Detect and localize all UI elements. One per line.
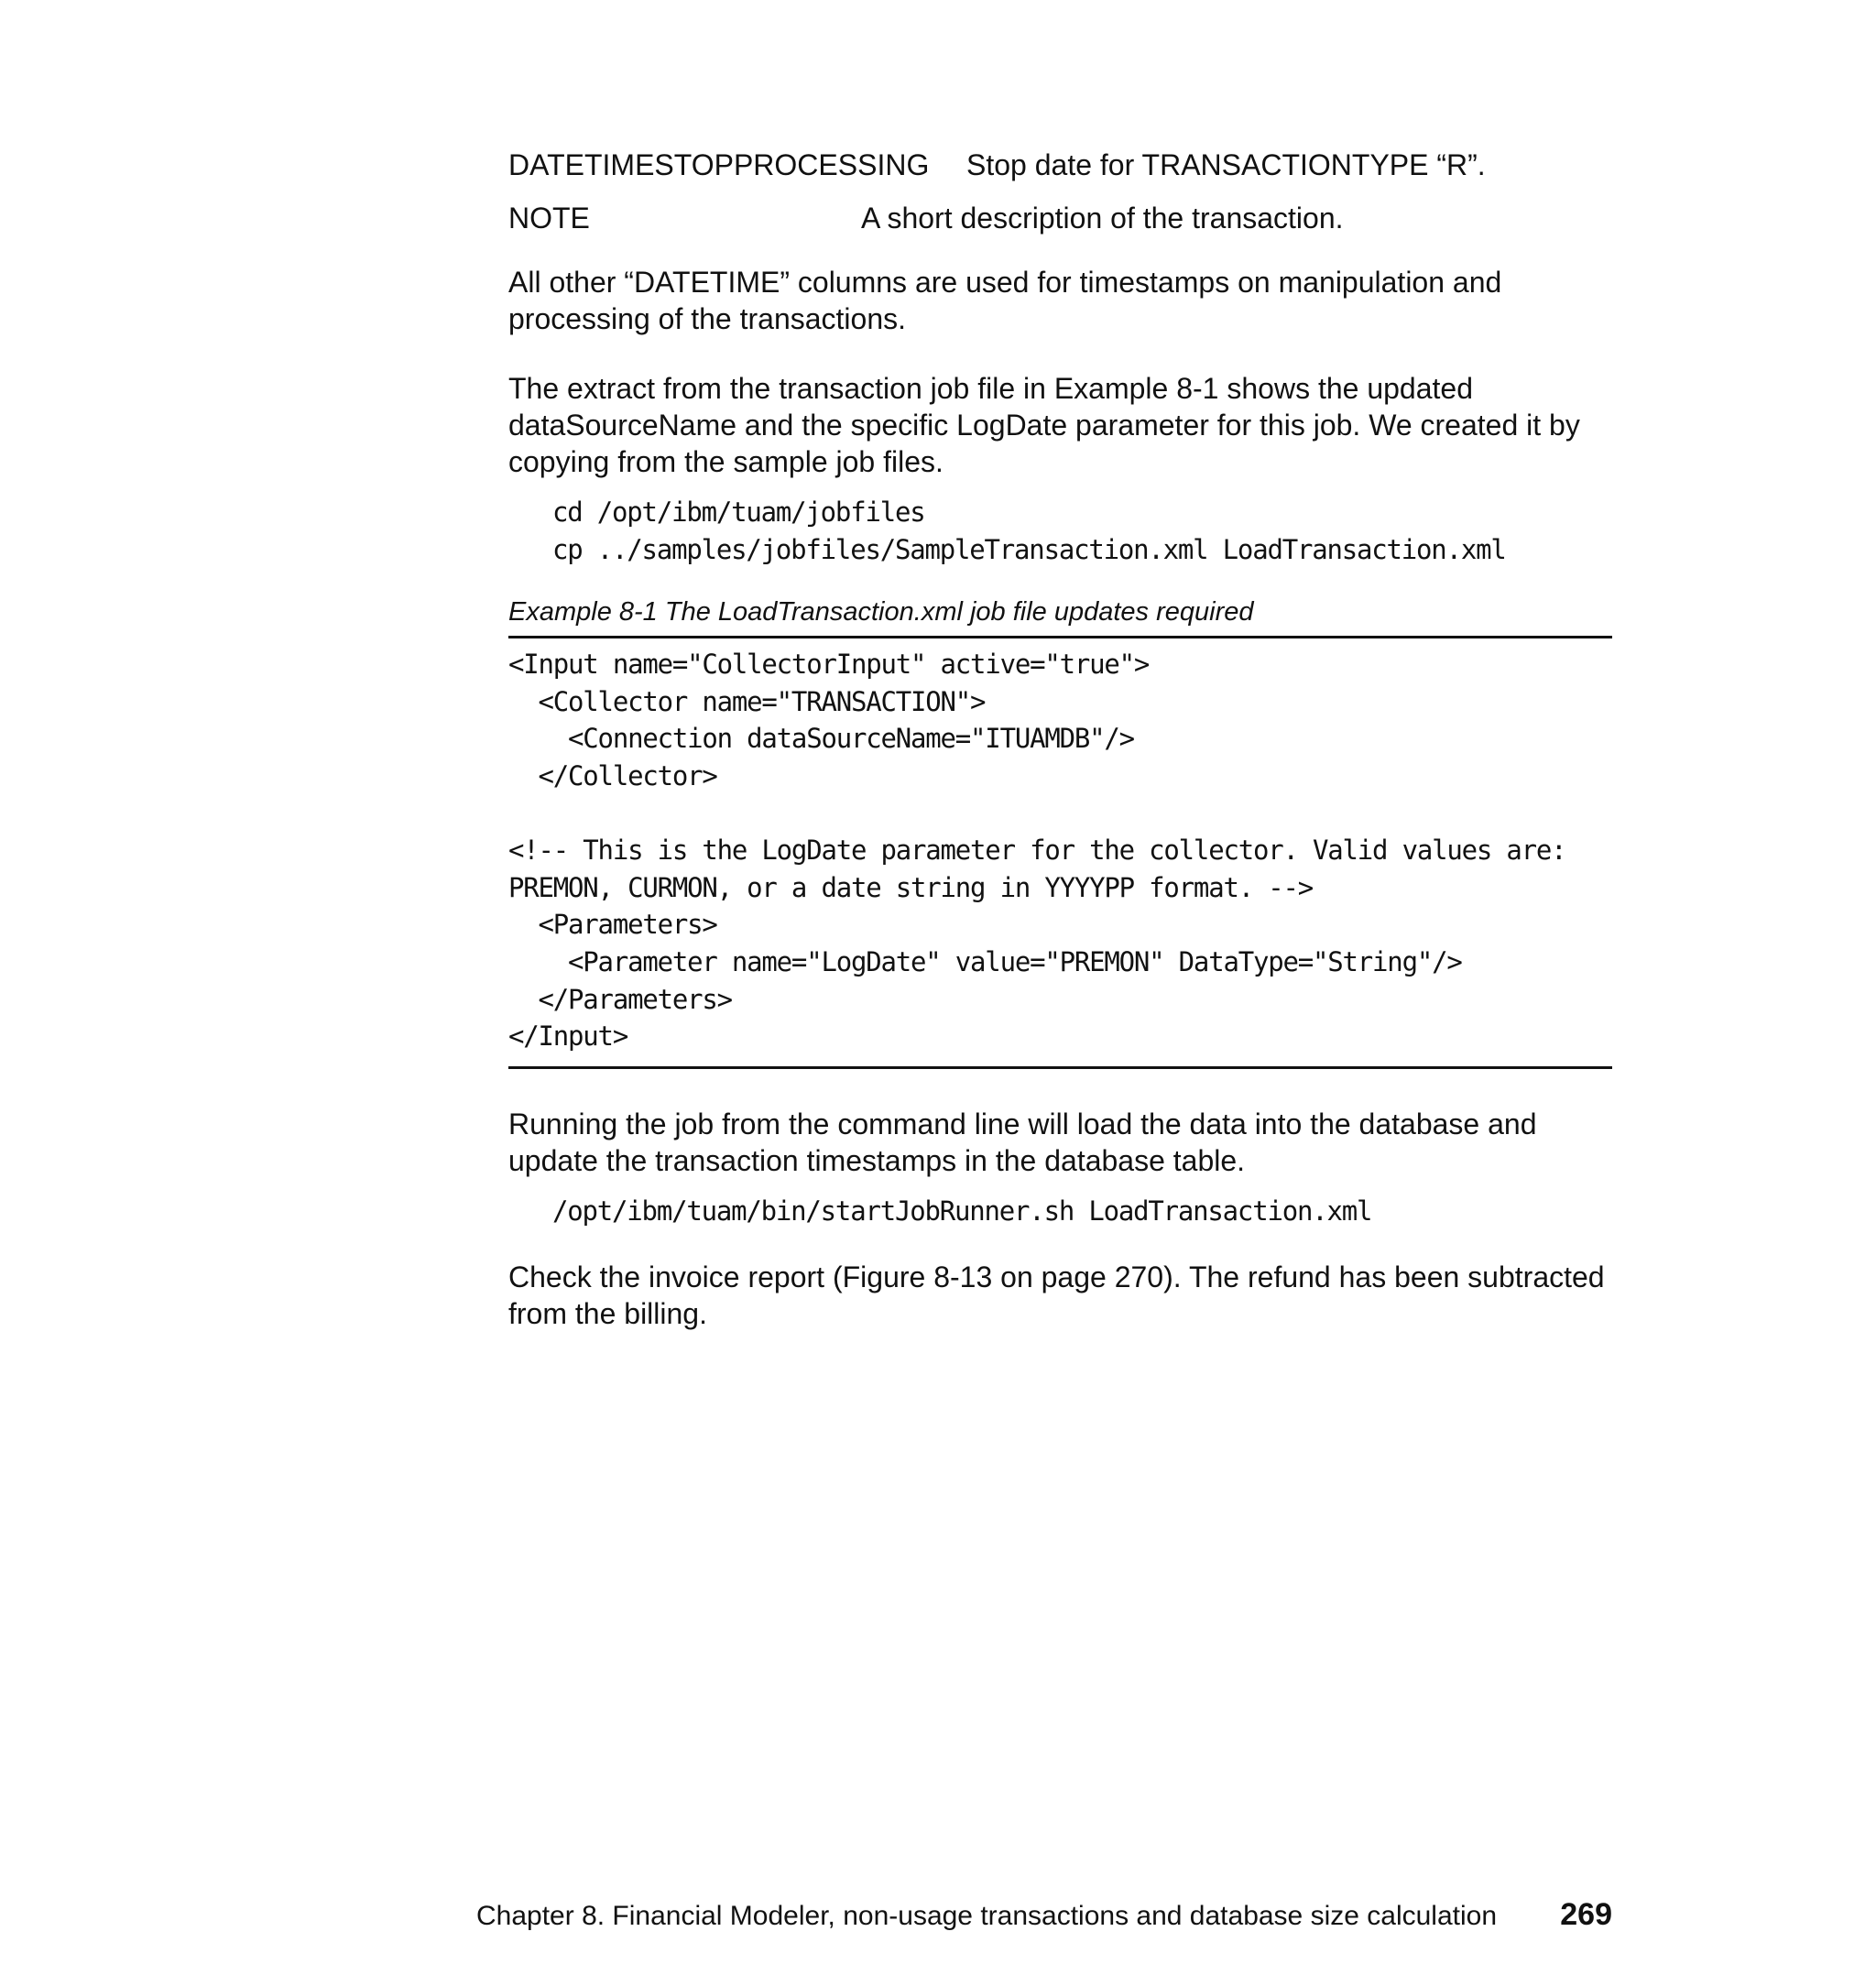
footer-chapter-title: Chapter 8. Financial Modeler, non-usage transactions and database size calculation (476, 1901, 1498, 1931)
page-number: 269 (1560, 1897, 1612, 1932)
definition-row (508, 147, 1612, 200)
definition-term: DATETIMESTOPPROCESSING (508, 148, 930, 181)
page-footer (476, 1898, 1612, 1935)
definition-description: Stop date for TRANSACTIONTYPE “R”. (966, 148, 1486, 181)
paragraph-running-job: Running the job from the command line will load the data into the database and update the transaction timestamps in the database table. (508, 1107, 1537, 1177)
page-content (508, 147, 1612, 1332)
definition-row (508, 200, 1612, 264)
example-bottom-rule (508, 1066, 1612, 1069)
example-code: <Input name="CollectorInput" active="true"> <Collector name="TRANSACTION"> <Connection dataSourceName="ITUAMDB"/> </Collector> <!-- This is the LogDate parameter for the collector. Valid values are: PREMON, CURMON, or a date string in YYYYPP format. --> <Parameters> <Parameter name="LogDate" value="PREMON" DataType="String"/> </Parameters> </Input> (508, 649, 1566, 1053)
definition-term: NOTE (508, 202, 590, 235)
example-top-rule (508, 636, 1612, 638)
example-caption: Example 8-1 The LoadTransaction.xml job file updates required (508, 597, 1254, 627)
copy-commands: cd /opt/ibm/tuam/jobfiles cp ../samples/jobfiles/SampleTransaction.xml LoadTransaction.xml (552, 496, 1506, 565)
definition-description: A short description of the transaction. (861, 202, 1344, 235)
paragraph-extract-intro: The extract from the transaction job file in Example 8-1 shows the updated dataSourceName and the specific LogDate parameter for this job. We created it by copying from the sample job files. (508, 372, 1580, 478)
paragraph-check-invoice: Check the invoice report (Figure 8-13 on page 270). The refund has been subtracted from the billing. (508, 1260, 1605, 1331)
paragraph-datetime-note: All other “DATETIME” columns are used for timestamps on manipulation and processing of the transactions. (508, 266, 1502, 335)
run-command: /opt/ibm/tuam/bin/startJobRunner.sh LoadTransaction.xml (552, 1195, 1372, 1227)
